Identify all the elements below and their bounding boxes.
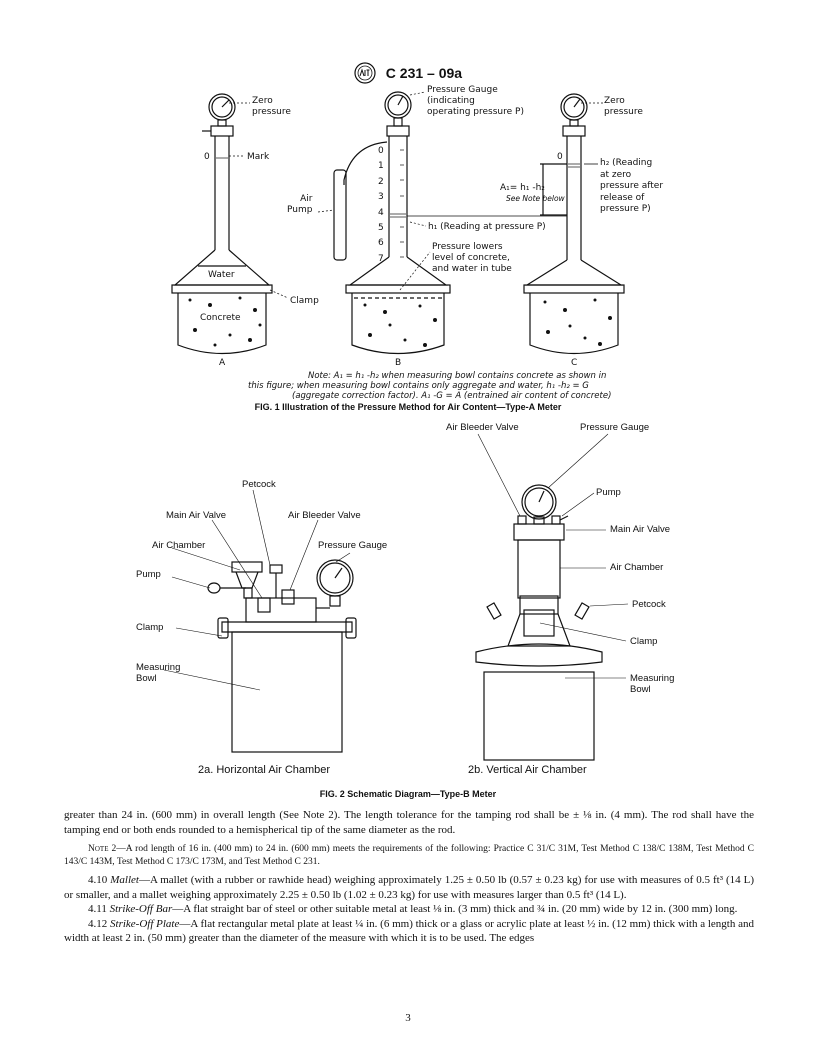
section-4-12: 4.12 Strike-Off Plate—A flat rectangular metal plate at least ¼ in. (6 mm) thick or a glass or acrylic plate at least ½ in. (12 mm) thick with a length and width at least 2 in. (50 mm) greater than the diameter of the measure with which it is to be used. The edges [64,917,754,944]
figure-1 [0,0,816,400]
fig2b-air-chamber-label: Air Chamber [610,562,664,573]
fig2b-pressure-gauge-label: Pressure Gauge [580,422,650,433]
fig2a-measuring-bowl-label: Measuring Bowl [136,662,181,684]
figure-2-caption: FIG. 2 Schematic Diagram—Type-B Meter [319,789,497,799]
fig2b-air-bleeder-valve-label: Air Bleeder Valve [446,422,519,433]
zero-mark-a: 0 [204,152,210,162]
fig2a-subcaption: 2a. Horizontal Air Chamber [198,764,331,776]
paragraph-tamping-rod: greater than 24 in. (600 mm) in overall length (See Note 2). The length tolerance for the tamping rod shall be ± ⅛ in. (4 mm). The rod shall have the tamping end or both ends rounded to a hemispherical tip of the same diameter as the rod. [64,809,754,836]
zero-pressure-label-a: Zero pressure [252,96,291,117]
a1-formula: A₁= h₁ -h₂ [500,183,545,193]
figure-2 [0,400,816,790]
fig2b-subcaption: 2b. Vertical Air Chamber [468,764,587,776]
concrete-label: Concrete [200,313,241,323]
letter-a: A [219,358,226,368]
clamp-label: Clamp [290,296,319,306]
section-4-11: 4.11 Strike-Off Bar—A flat straight bar of steel or other suitable metal at least ⅛ in. (3 mm) thick and ¾ in. (20 mm) wide by 12 in. (300 mm) long. [88,903,738,915]
fig1-note-line-2: this figure; when measuring bowl contains only aggregate and water, h₁ -h₂ = G [248,381,589,391]
letter-b: B [395,358,402,368]
zero-mark-c: 0 [557,152,563,162]
fig2a-petcock-label: Petcock [242,479,276,490]
note-2-text: —A rod length of 16 in. (400 mm) to 24 in. (600 mm) meets the requirements of the following: Practice C 31/C 31M, Test Method C 138/C 138M, Test Method C 143/C 143M, Test Method C 173/C 173M, and Test Method C 231. [64,844,755,867]
fig2b-petcock-label: Petcock [632,599,666,610]
pressure-lowers-label: Pressure lowers level of concrete, and water in tube [432,242,512,274]
water-label: Water [208,270,235,280]
fig2b-clamp-label: Clamp [630,636,658,647]
body-text [64,808,754,946]
fig2b-pump-label: Pump [596,487,621,498]
fig2a-air-chamber-label: Air Chamber [152,540,206,551]
fig2a-pressure-gauge-label: Pressure Gauge [318,540,388,551]
mark-label: Mark [247,152,270,162]
fig2b-main-air-valve-label: Main Air Valve [610,524,671,535]
fig2b-measuring-bowl-label: Measuring Bowl [630,673,675,695]
note-2-label: Note 2 [88,844,117,854]
figure-1-drawing [0,0,816,400]
figure-1-caption: FIG. 1 Illustration of the Pressure Method for Air Content—Type-A Meter [254,402,562,412]
fig1-note-line-1: Note: A₁ = h₁ -h₂ when measuring bowl contains concrete as shown in [308,371,607,381]
letter-c: C [571,358,578,368]
h1-reading-label: h₁ (Reading at pressure P) [428,222,546,232]
h2-reading-label: h₂ (Reading at zero pressure after release of pressure P) [600,158,664,214]
standard-designation: C 231 – 09a [385,65,463,82]
scale-0-7: 0 1 2 3 4 5 6 7 [378,146,384,264]
fig2a-clamp-label: Clamp [136,622,164,633]
see-note-below: See Note below [506,194,565,203]
fig2a-pump-label: Pump [136,569,161,580]
fig2a-air-bleeder-valve-label: Air Bleeder Valve [288,510,361,521]
section-4-10: 4.10 Mallet—A mallet (with a rubber or rawhide head) weighing approximately 1.25 ± 0.50 lb (0.57 ± 0.23 kg) for use with measures of 0.5 ft³ (14 L) or smaller, and a mallet weighing approximately 2.25 ± 0.50 lb (1.02 ± 0.23 kg) for use with measures larger than 0.5 ft³ (14 L). [64,874,754,901]
pressure-gauge-label-b: Pressure Gauge (indicating operating pressure P) [427,85,524,117]
fig1-note-line-3: (aggregate correction factor). A₁ -G = A (entrained air content of concrete) [292,391,612,401]
fig2a-main-air-valve-label: Main Air Valve [166,510,227,521]
air-pump-label: Air Pump [287,194,313,215]
zero-pressure-label-c: Zero pressure [604,96,643,117]
page-number: 3 [405,1012,411,1024]
note-2 [64,843,754,869]
figure-2-drawing [0,400,816,790]
